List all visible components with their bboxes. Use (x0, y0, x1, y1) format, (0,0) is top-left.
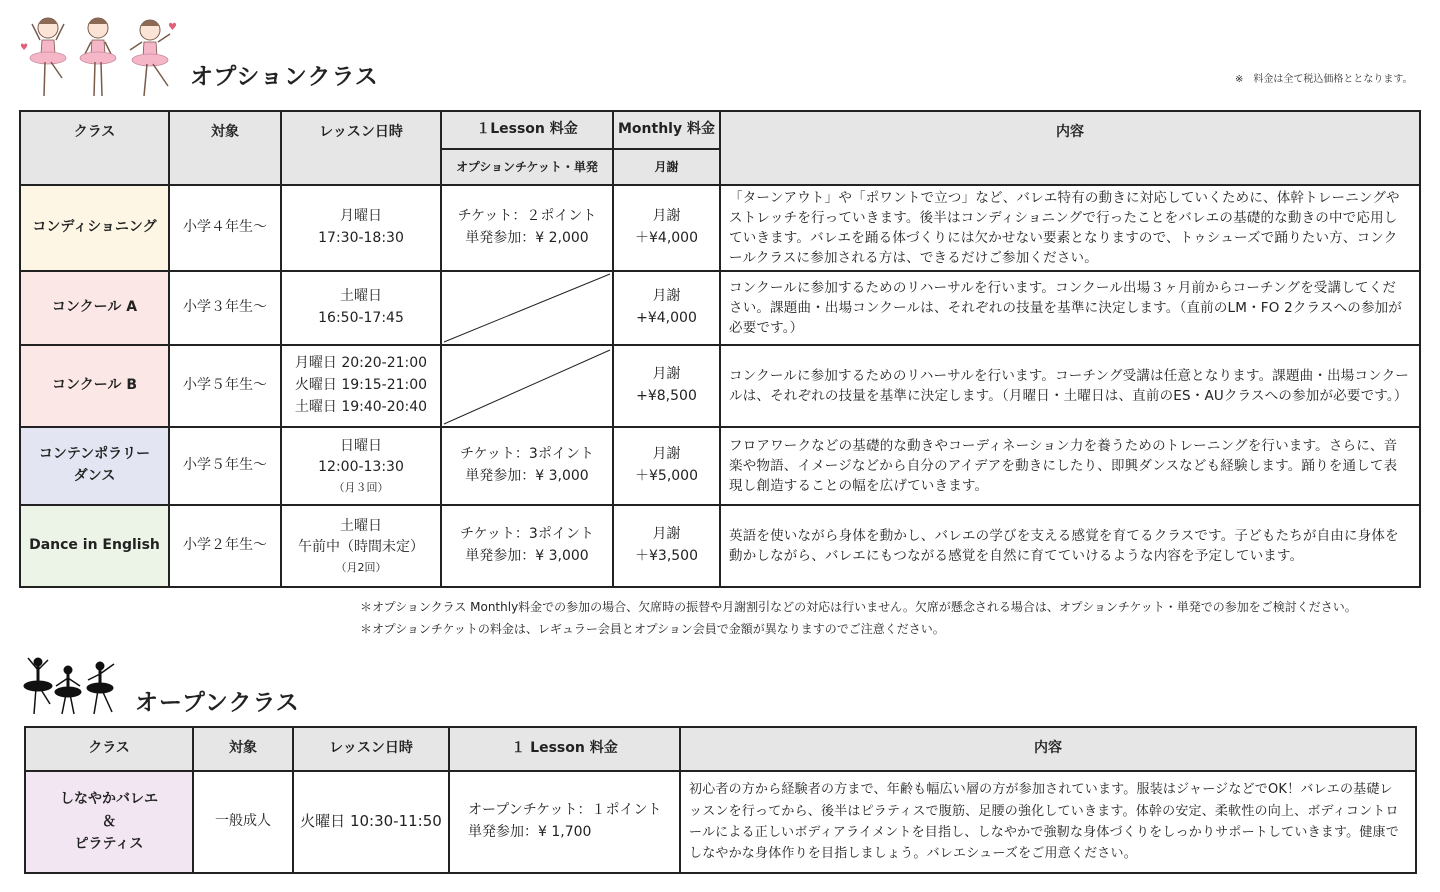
class-name: コンクール B (20, 345, 169, 427)
table-row (20, 185, 1420, 271)
class-monthly-fee: 月謝 ＋¥3,500 (613, 505, 720, 587)
table-row (20, 427, 1420, 505)
open-header-target: 対象 (193, 727, 293, 771)
class-description: フロアワークなどの基礎的な動きやコーディネーション力を養うためのトレーニングを行います。さらに、音楽や物語、イメージなどから自分のアイデアを動きにしたり、即興ダンスなども経験します。踊りを通して表現し創造することの幅を広げていきます。 (720, 427, 1420, 505)
svg-text:♥: ♥ (168, 22, 177, 33)
class-target: 小学５年生〜 (169, 427, 281, 505)
class-description: 英語を使いながら身体を動かし、バレエの学びを支える感覚を育てるクラスです。子どもたちが自由に身体を動かしながら、バレエにもつながる感覚を自然に育てていけるような内容を予定しています。 (720, 505, 1420, 587)
class-monthly-fee: 月謝 +¥8,500 (613, 345, 720, 427)
table-row (20, 505, 1420, 587)
open-header-lesson-fee: １ Lesson 料金 (449, 727, 680, 771)
table-row (25, 771, 1416, 873)
class-target: 小学５年生〜 (169, 345, 281, 427)
class-datetime: 月曜日 17:30-18:30 (281, 185, 441, 271)
class-lesson-fee: チケット：3ポイント 単発参加：¥ 3,000 (441, 505, 613, 587)
table-row (20, 345, 1420, 427)
class-name: コンテンポラリー ダンス (20, 427, 169, 505)
open-header-datetime: レッスン日時 (293, 727, 449, 771)
footnote-monthly: ＊オプションクラス Monthly料金での参加の場合、欠席時の振替や月謝割引などの対応は行いません。欠席が懸念される場合は、オプションチケット・単発での参加をご検討ください。 (360, 600, 1357, 614)
class-lesson-fee-na (441, 271, 613, 345)
ballerina-silhouette-icon (22, 654, 122, 718)
open-class-table (24, 726, 1417, 874)
header-monthly-sub: 月謝 (613, 149, 720, 185)
open-class-lesson-fee: オープンチケット：１ポイント 単発参加：¥ 1,700 (449, 771, 680, 873)
class-name: コンクール A (20, 271, 169, 345)
open-class-datetime: 火曜日 10:30-11:50 (293, 771, 449, 873)
open-header-content: 内容 (680, 727, 1416, 771)
footnote-ticket: ＊オプションチケットの料金は、レギュラー会員とオプション会員で金額が異なりますのでご注意ください。 (360, 622, 945, 636)
open-class-name: しなやかバレエ ＆ ピラティス (25, 771, 193, 873)
class-lesson-fee-na (441, 345, 613, 427)
ballerina-illustration (18, 10, 188, 105)
tax-note: ※ 料金は全て税込価格ととなります。 (1235, 74, 1413, 85)
header-lesson-fee: １Lesson 料金 (441, 111, 613, 149)
class-datetime: 土曜日 16:50-17:45 (281, 271, 441, 345)
ballerina-figure-1 (30, 18, 66, 96)
header-target: 対象 (169, 111, 281, 185)
header-content: 内容 (720, 111, 1420, 185)
class-name: コンディショニング (20, 185, 169, 271)
class-monthly-fee: 月謝 ＋¥4,000 (613, 185, 720, 271)
diagonal-slash (442, 346, 612, 426)
class-description: コンクールに参加するためのリハーサルを行います。コーチング受講は任意となります。課題曲・出場コンクールは、それぞれの技量を基準に決定します。（月曜日・土曜日は、直前のES・AUクラスへの参加が必要です。） (720, 345, 1420, 427)
option-class-table (19, 110, 1421, 588)
class-lesson-fee: チケット：２ポイント 単発参加：¥ 2,000 (441, 185, 613, 271)
class-target: 小学４年生〜 (169, 185, 281, 271)
header-class: クラス (20, 111, 169, 185)
class-monthly-fee: 月謝 +¥4,000 (613, 271, 720, 345)
open-class-target: 一般成人 (193, 771, 293, 873)
class-datetime: 月曜日 20:20-21:00 火曜日 19:15-21:00 土曜日 19:40-20:40 (281, 345, 441, 427)
diagonal-slash (442, 272, 612, 344)
class-monthly-fee: 月謝 ＋¥5,000 (613, 427, 720, 505)
heart-icon: ♥ (20, 43, 29, 53)
class-name: Dance in English (20, 505, 169, 587)
class-description: コンクールに参加するためのリハーサルを行います。コンクール出場３ヶ月前からコーチングを受講してください。課題曲・出場コンクールは、それぞれの技量を基準に決定します。（直前のLM・FO 2クラスへの参加が必要です。） (720, 271, 1420, 345)
class-description: 「ターンアウト」や「ポワントで立つ」など、バレエ特有の動きに対応していくために、体幹トレーニングやストレッチを行っていきます。後半はコンディショニングで行ったことをバレエの基礎的な動きの中で応用していきます。バレエを踊る体づくりには欠かせない要素となりますので、トゥシューズで踊りたい方、コンクールクラスに参加される方は、できるだけご参加ください。 (720, 185, 1420, 271)
table-row (20, 271, 1420, 345)
open-header-class: クラス (25, 727, 193, 771)
class-datetime: 土曜日 午前中（時間未定） （月2回） (281, 505, 441, 587)
ballerina-figure-3 (130, 20, 177, 96)
open-class-description: 初心者の方から経験者の方まで、年齢も幅広い層の方が参加されています。服装はジャージなどでOK！バレエの基礎レッスンを行ってから、後半はピラティスで腹筋、足腰の強化していきます。体幹の安定、柔軟性の向上、ボディコントロールによる正しいボディアライメントを目指し、しなやかで強靭な身体づくりをしっかりサポートしていきます。健康でしなやかな身体作りを目指しましょう。バレエシューズをご用意ください。 (680, 771, 1416, 873)
class-lesson-fee: チケット：3ポイント 単発参加：¥ 3,000 (441, 427, 613, 505)
class-target: 小学２年生〜 (169, 505, 281, 587)
header-datetime: レッスン日時 (281, 111, 441, 185)
option-section-title: オプションクラス (190, 64, 379, 90)
class-target: 小学３年生〜 (169, 271, 281, 345)
header-monthly-fee: Monthly 料金 (613, 111, 720, 149)
open-section-title: オープンクラス (135, 690, 300, 716)
class-datetime: 日曜日 12:00-13:30 （月３回） (281, 427, 441, 505)
header-lesson-sub: オプションチケット・単発 (441, 149, 613, 185)
ballerina-figure-2 (80, 18, 116, 96)
